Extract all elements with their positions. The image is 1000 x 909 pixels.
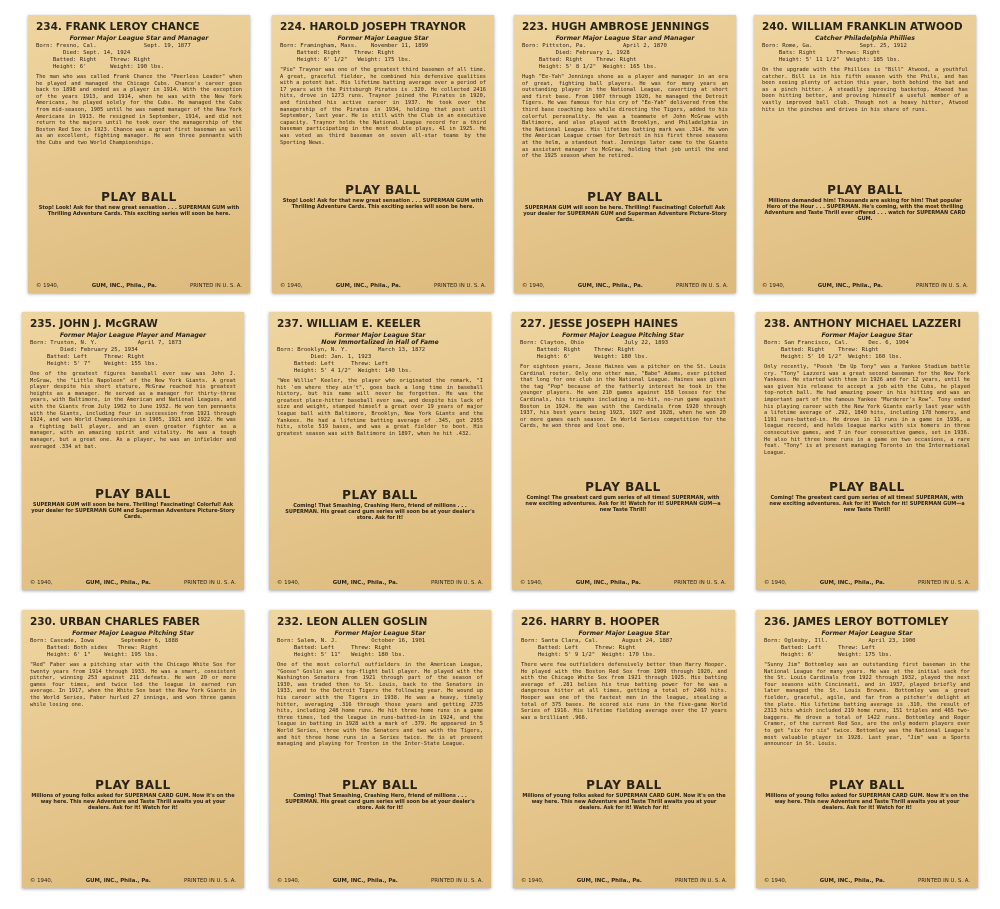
card-biography: "Pie" Traynor was one of the greatest third basemen of all time. A great, graceful fielder, he combined his defensive qualities with a potent bat. His lifetime batting average over a period of 17 years with the Pittsburgh Pirates is .320. He collected 2416 hits, drove in 1273 runs. Traynor joined the Pirates in 1920, and finished his active career in 1937. He took over the managership of the Pirates in 1934, holding that post until September, last year. He is still with the Club in an executive capacity. Traynor holds the National League record for a third baseman participating in the most double plays, 41 in 1925. He was voted as third baseman on seven all-star teams by the Sporting News.: [280, 67, 486, 146]
card-promo: SUPERMAN GUM will soon be here. Thrilling! Fascinating! Colorful! Ask your dealer for SUPERMAN GUM and Superman Adventure Picture-Story Cards.: [523, 205, 727, 223]
card-vitals: Born: Oglesby, Ill. April 23, 1900 Batted: Left Threw: Left Height: 6' Weight: 175 lbs.: [764, 638, 916, 658]
card-biography: "Wee Willie" Keeler, the player who originated the remark, "I hit 'em where they ain't", goes back a long time in baseball history, but his name will never be forgotten. He was the greatest place-hitter baseball ever saw, and despite his lack of size and weight, stamped himself a great over 19 years of major league ball with Baltimore, Brooklyn, New York Giants and the Yankees. He had a lifetime batting average of .345, got 2955 hits, stole 519 bases, and was a great fielder to boot. His greatest season was with Baltimore in 1897, when he hit .432.: [277, 378, 483, 437]
printed-note: PRINTED IN U. S. A.: [430, 580, 483, 586]
copyright: © 1940,: [30, 580, 53, 586]
printed-note: PRINTED IN U. S. A.: [430, 878, 483, 884]
copyright: © 1940,: [30, 878, 53, 884]
card-subtitle: Former Major League Star: [821, 332, 913, 339]
card-subtitle: Former Major League Pitching Star: [72, 630, 194, 637]
publisher: GUM, INC., Phila., Pa.: [85, 580, 151, 586]
card-footer: [762, 283, 968, 289]
publisher: GUM, INC., Phila., Pa.: [575, 580, 641, 586]
card-subtitle: Former Major League Star and Manager: [555, 35, 695, 42]
card-vitals: Born: Brooklyn, N. Y. March 13, 1872 Died: Jan. 1, 1923 Batted: Left Threw: Left Height: 5' 4 1/2" Weight: 140 lbs.: [277, 347, 426, 374]
card-promo: Coming! The greatest card gum series of all times! SUPERMAN, with new exciting adventures. Ask for it! Watch for it! SUPERMAN GUM—a new Taste Thrill!: [769, 495, 965, 513]
card-subtitle: Former Major League Star: [821, 630, 913, 637]
card-title: 227. JESSE JOSEPH HAINES: [520, 318, 679, 330]
baseball-card: [754, 15, 976, 293]
card-vitals: Born: Clayton, Ohio July 22, 1893 Batted: Right Threw: Right Height: 6' Weight: 180 lbs.: [520, 340, 669, 360]
printed-note: PRINTED IN U. S. A.: [433, 283, 486, 289]
copyright: © 1940,: [520, 580, 543, 586]
play-ball-heading: PLAY BALL: [829, 480, 905, 494]
card-biography: There were few outfielders defensively better than Harry Hooper. He played with the Boston Red Sox from 1909 through 1920, and with the Chicago White Sox from 1921 through 1925. His batting average of .281 belies his true batting power for he was a dangerous hitter at all times, getting a total of 2466 hits. Hooper was one of the fastest men in the league, stealing a total of 375 bases. He scored six runs in the five-game World Series of 1916. His lifetime fielding average over the 17 years was a brilliant .966.: [521, 662, 727, 721]
baseball-card: [756, 610, 978, 888]
printed-note: PRINTED IN U. S. A.: [917, 580, 970, 586]
card-footer: [277, 878, 483, 884]
card-title: 223. HUGH AMBROSE JENNINGS: [522, 21, 710, 33]
card-biography: For eighteen years, Jesse Haines was a pitcher on the St. Louis Cardinal roster. Only one other man, "Babe" Adams, ever pitched that long for one club in the National League. Haines was given the tag "Pop" because of the fatherly interest he took in the younger players. He won 210 games against 158 losses for the Cardinals, his triumphs including a no-hit, no-run game against Boston in 1924. He was with the Cardinals from 1920 through 1937, his best years being 1923, 1927 and 1928, when he won 20 or more games each season. In World Series competition for the Cards, he won three and lost one.: [520, 364, 726, 430]
card-title: 238. ANTHONY MICHAEL LAZZERI: [764, 318, 962, 330]
baseball-card: [512, 312, 734, 590]
publisher: GUM, INC., Phila., Pa.: [85, 878, 151, 884]
publisher: GUM, INC., Phila., Pa.: [91, 283, 157, 289]
card-title: 240. WILLIAM FRANKLIN ATWOOD: [762, 21, 963, 33]
card-biography: One of the most colorful outfielders in the American League, "Goose" Goslin was a top-flight ball player. He played with the Washington Senators from 1921 through part of the season of 1930, was traded then to St. Louis, back to the Senators in 1933, and to the Detroit Tigers the following year. He wound up his career with the Tigers in 1938. He was a heavy, timely hitter, averaging .316 through those years and getting 2735 hits, including 248 home runs. He hit three home runs in a game three times, led the league in runs-batted-in in 1924, and the league in batting in 1928 with a mark of .379. He appeared in 5 World Series, three with the Senators and two with the Tigers, and hit three home runs in a Series twice. He is at present managing and playing for Trenton in the Inter-State League.: [277, 662, 483, 748]
card-footer: [30, 580, 236, 586]
play-ball-heading: PLAY BALL: [829, 778, 905, 792]
card-vitals: Born: Truxton, N. Y. April 7, 1873 Died: February 25, 1934 Batted: Left Threw: Right Height: 5' 7" Weight: 155 lbs.: [30, 340, 182, 367]
copyright: © 1940,: [764, 580, 787, 586]
play-ball-heading: PLAY BALL: [342, 778, 418, 792]
card-title: 232. LEON ALLEN GOSLIN: [277, 616, 428, 628]
baseball-card: [22, 312, 244, 590]
baseball-card: [272, 15, 494, 293]
copyright: © 1940,: [36, 283, 59, 289]
publisher: GUM, INC., Phila., Pa.: [577, 283, 643, 289]
card-vitals: Born: Salem, N. J. October 16, 1901 Batted: Left Threw: Right Height: 5' 11" Weight: 180 lbs.: [277, 638, 426, 658]
card-subtitle: Former Major League Star: [334, 630, 426, 637]
copyright: © 1940,: [280, 283, 303, 289]
card-footer: [521, 878, 727, 884]
publisher: GUM, INC., Phila., Pa.: [817, 283, 883, 289]
copyright: © 1940,: [277, 878, 300, 884]
card-subtitle: Former Major League Star and Manager: [69, 35, 209, 42]
card-vitals: Born: Fresno, Cal. Sept. 19, 1877 Died: Sept. 14, 1924 Batted: Right Threw: Right Height: 6' Weight: 190 lbs.: [36, 43, 191, 70]
card-subtitle: Former Major League Pitching Star: [562, 332, 684, 339]
play-ball-heading: PLAY BALL: [95, 778, 171, 792]
card-promo: Stop! Look! Ask for that new great sensation . . . SUPERMAN GUM with Thrilling Adventure Cards. This exciting series will soon be here.: [38, 205, 240, 217]
card-biography: The man who was called Frank Chance the "Peerless Leader" when he played and managed the Chicago Cubs. Chance's career goes back to 1898 and ended as a player in 1914. With the exception of the years 1913, and 1914, when he was with the New York Americans, he played solely for the Cubs. He managed the Cubs from mid-season, 1905 until he was named manager of the New York Americans in 1913. He resigned in September, 1914, and did not return to the majors until he took over the managership of the Boston Red Sox in 1923. Chance was a great first baseman as well as an excellent, fighting manager. He won three pennants with the Cubs and two World Championships.: [36, 74, 242, 146]
card-subtitle: Former Major League Star Now Immortalized in Hall of Fame: [321, 332, 439, 346]
card-vitals: Born: Framingham, Mass. November 11, 1899 Batted: Right Threw: Right Height: 6' 1/2" Weight: 175 lbs.: [280, 43, 429, 63]
play-ball-heading: PLAY BALL: [587, 190, 663, 204]
printed-note: PRINTED IN U. S. A.: [915, 283, 968, 289]
card-biography: On the upgrade with the Phillies is "Bill" Atwood, a youthful catcher. Bill is in his fifth season with the Phils, and has been seeing plenty of action this year, both behind the bat and as a pinch hitter. A steadily improving backstop, Atwood has been hitting better, and proving himself a useful member of a vastly improved ball club. Though not a heavy hitter, Atwood hits in the pinches and drives in his share of runs.: [762, 67, 968, 113]
card-vitals: Born: Pittston, Pa. April 2, 1870 Died: February 1, 1928 Batted: Right Threw: Right Height: 5' 8 1/2" Weight: 165 lbs.: [522, 43, 667, 70]
copyright: © 1940,: [762, 283, 785, 289]
card-promo: SUPERMAN GUM will soon be here. Thrilling! Fascinating! Colorful! Ask your dealer for SUPERMAN GUM and Superman Adventure Picture-Story Cards.: [31, 502, 235, 520]
card-biography: "Sunny Jim" Bottomley was an outstanding first baseman in the National League for many years. He was at the initial sack for the St. Louis Cardinals from 1922 through 1932, played the next four seasons with Cincinnati, and in 1937, played briefly and later managed the St. Louis Browns. Bottomley was a great fielder, graceful, agile, and far from a pitcher's delight at the plate. His lifetime batting average is .310, the result of 2313 hits which included 219 home runs, 151 triples and 465 two-baggers. He drove a total of 1422 runs. Bottomley and Roger Cramer, of the current Red Sox, are the only modern players ever to get "six for six" twice. Bottomley was the National League's most valuable player in 1928. Last year, "Jim" was a Sports announcer in St. Louis.: [764, 662, 970, 748]
card-biography: One of the greatest figures baseball ever saw was John J. McGraw, the "Little Napoleon" of the New York Giants. A great player despite his short stature, McGraw reached his greatest heights as a manager. He served as a manager for thirty-three years, with Baltimore, in the American and National Leagues, and with the Giants from July 1902 to June 1932. He won ten pennants with the Giants, including four in succession from 1921 through 1924, and won World Championships in 1905, 1921 and 1922. He was a fighting ball player, and an even greater fighter as a manager, with an amazing spirit and vitality. He was a tough manager, but a great one. As a player, he was an infielder and averaged .334 at bat.: [30, 371, 236, 450]
play-ball-heading: PLAY BALL: [95, 487, 171, 501]
card-title: 236. JAMES LEROY BOTTOMLEY: [764, 616, 949, 628]
baseball-card: [756, 312, 978, 590]
publisher: GUM, INC., Phila., Pa.: [332, 580, 398, 586]
printed-note: PRINTED IN U. S. A.: [183, 580, 236, 586]
publisher: GUM, INC., Phila., Pa.: [576, 878, 642, 884]
card-vitals: Born: Rome, Ga. Sept. 25, 1912 Bats: Right Throws: Right Height: 5' 11 1/2" Weight: 185 lbs.: [762, 43, 907, 63]
copyright: © 1940,: [522, 283, 545, 289]
card-biography: "Red" Faber was a pitching star with the Chicago White Sox for twenty years from 1914 through 1933. He was a smart, consistent pitcher, winning 253 against 211 defeats. He won 20 or more games four times, and twice led the league in earned run average. In 1917, when the White Sox beat the New York Giants in the World Series, Faber hurled 27 innings, and won three games while losing one.: [30, 662, 236, 708]
card-title: 237. WILLIAM E. KEELER: [277, 318, 421, 330]
card-vitals: Born: Santa Clara, Cal. August 24, 1887 Batted: Left Threw: Right Height: 5' 9 1/2" Weight: 170 lbs.: [521, 638, 673, 658]
play-ball-heading: PLAY BALL: [586, 778, 662, 792]
publisher: GUM, INC., Phila., Pa.: [335, 283, 401, 289]
card-biography: Hugh "Ee-Yah" Jennings shone as a player and manager in an era of great, fighting ball players. He was for many years an outstanding player in the National League, cavorting at short and first base. From 1907 through 1920, he managed the Detroit Tigers. He was famous for his cry of "Ee-Yah" delivered from the third base coaching box while directing the Tigers, added to his colorful personality. He was a teammate of John McGraw with Baltimore, and also played with Brooklyn, and Philadelphia in the National League. His lifetime batting mark was .314. He won the American League crown for Detroit in his first three seasons at the helm, a standout feat. Jennings later came to the Giants as assistant manager to McGraw, holding that job until the end of the 1925 season when he retired.: [522, 74, 728, 160]
card-promo: Coming! That Smashing, Crashing Hero, friend of millions . . . SUPERMAN. His great card gum series will soon be at your dealer's store. Ask for it!: [285, 503, 475, 521]
card-biography: Only recently, "Poosh 'Em Up Tony" was a Yankee Stadium battle cry. "Tony" Lazzeri was a great second baseman for the New York Yankees. He started with them in 1926 and for 12 years, until he was given his release to accept a job with the Cubs, he played top-notch ball. He had amazing power in his hitting and was an important part of the famous Yankee "Murderer's Row". Tony ended his playing career with the New York Giants early last year with a lifetime average of .292, 1840 hits, including 178 homers, and 1191 runs-batted-in. He drove in 11 runs in a game in 1936, a league record, and holds league marks with six homers in three consecutive games, and 7 in four consecutive games, set in 1936. He also hit three home runs in a game on two occasions, a rare feat. "Tony" is at present managing Toronto in the International League.: [764, 364, 970, 456]
card-promo: Millions of young folks asked for SUPERMAN CARD GUM. Now it's on the way here. This new Adventure and Taste Thrill awaits you at your dealers. Ask for it! Watch for it!: [31, 793, 235, 811]
card-title: 234. FRANK LEROY CHANCE: [36, 21, 200, 33]
card-promo: Millions of young folks asked for SUPERMAN CARD GUM. Now it's on the way here. This new Adventure and Taste Thrill awaits you at your dealers. Ask for it! Watch for it!: [765, 793, 969, 811]
copyright: © 1940,: [277, 580, 300, 586]
card-subtitle: Former Major League Star: [578, 630, 670, 637]
card-promo: Coming! That Smashing, Crashing Hero, friend of millions . . . SUPERMAN. His great card gum series will soon be at your dealer's store. Ask for it!: [285, 793, 475, 811]
card-title: 230. URBAN CHARLES FABER: [30, 616, 200, 628]
card-subtitle: Former Major League Player and Manager: [59, 332, 207, 339]
printed-note: PRINTED IN U. S. A.: [183, 878, 236, 884]
baseball-card: [28, 15, 250, 293]
card-footer: [30, 878, 236, 884]
card-footer: [764, 580, 970, 586]
card-title: 226. HARRY B. HOOPER: [521, 616, 660, 628]
publisher: GUM, INC., Phila., Pa.: [819, 580, 885, 586]
play-ball-heading: PLAY BALL: [101, 190, 177, 204]
card-promo: Stop! Look! Ask for that new great sensation . . . SUPERMAN GUM with Thrilling Adventure Cards. This exciting series will soon be here.: [282, 198, 484, 210]
card-vitals: Born: Cascade, Iowa September 6, 1888 Batted: Both sides Threw: Right Height: 6' 1" Weight: 195 lbs.: [30, 638, 179, 658]
card-subtitle: Former Major League Star: [337, 35, 429, 42]
printed-note: PRINTED IN U. S. A.: [674, 878, 727, 884]
card-footer: [764, 878, 970, 884]
printed-note: PRINTED IN U. S. A.: [675, 283, 728, 289]
card-title: 224. HAROLD JOSEPH TRAYNOR: [280, 21, 467, 33]
baseball-card: [22, 610, 244, 888]
baseball-card: [514, 15, 736, 293]
card-subtitle: Catcher Philadelphia Phillies: [815, 35, 915, 42]
baseball-card: [513, 610, 735, 888]
play-ball-heading: PLAY BALL: [585, 480, 661, 494]
card-footer: [36, 283, 242, 289]
card-vitals: Born: San Francisco, Cal. Dec. 6, 1904 Batted: Right Threw: Right Height: 5' 10 1/2" Weight: 160 lbs.: [764, 340, 909, 360]
card-footer: [277, 580, 483, 586]
baseball-card: [269, 312, 491, 590]
play-ball-heading: PLAY BALL: [342, 488, 418, 502]
play-ball-heading: PLAY BALL: [827, 183, 903, 197]
printed-note: PRINTED IN U. S. A.: [189, 283, 242, 289]
card-title: 235. JOHN J. McGRAW: [30, 318, 158, 330]
card-footer: [280, 283, 486, 289]
card-promo: Millions of young folks asked for SUPERMAN CARD GUM. Now it's on the way here. This new Adventure and Taste Thrill awaits you at your dealers. Ask for it! Watch for it!: [522, 793, 726, 811]
baseball-card: [269, 610, 491, 888]
copyright: © 1940,: [764, 878, 787, 884]
card-promo: Millions demanded him! Thousands are asking for him! That popular Hero of the Hour . . . SUPERMAN. He's coming, with the most thrilling Adventure and Taste Thrill ever offered . . . watch for SUPERMAN CARD GUM.: [764, 198, 966, 222]
copyright: © 1940,: [521, 878, 544, 884]
play-ball-heading: PLAY BALL: [345, 183, 421, 197]
printed-note: PRINTED IN U. S. A.: [673, 580, 726, 586]
publisher: GUM, INC., Phila., Pa.: [819, 878, 885, 884]
card-footer: [520, 580, 726, 586]
publisher: GUM, INC., Phila., Pa.: [332, 878, 398, 884]
card-footer: [522, 283, 728, 289]
printed-note: PRINTED IN U. S. A.: [917, 878, 970, 884]
card-promo: Coming! The greatest card gum series of all times! SUPERMAN, with new exciting adventures. Ask for it! Watch for it! SUPERMAN GUM—a new Taste Thrill!: [525, 495, 721, 513]
